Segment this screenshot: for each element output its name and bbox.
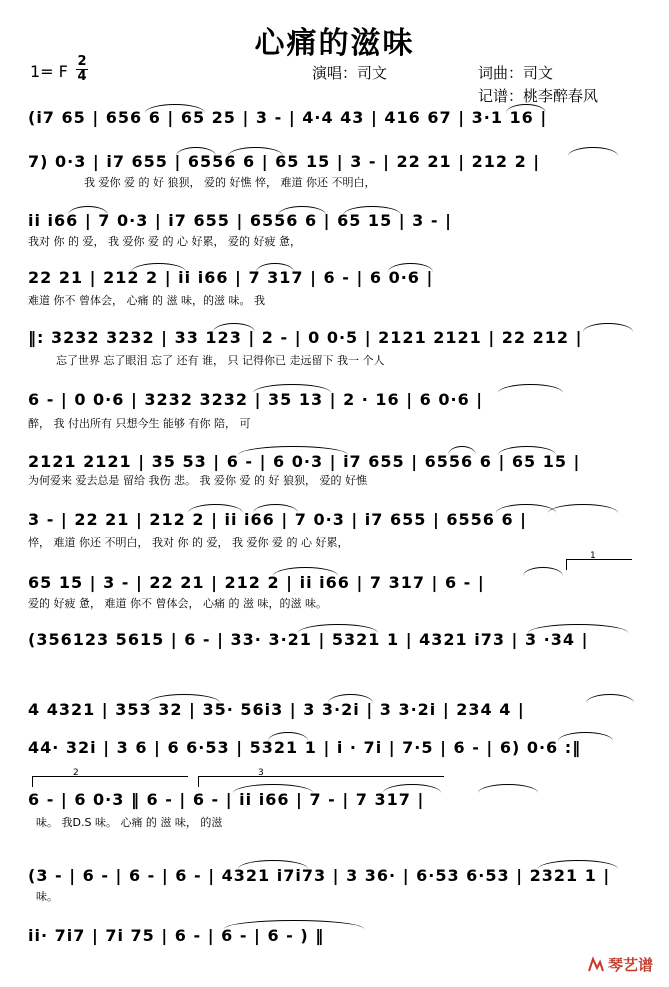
volta-number-1: 1 [590,551,596,561]
score-notes-6: 6 - | 0 0·6 | 3232 3232 | 35 13 | 2 · 16 | 6 0·6 | [28,390,484,409]
lyrics-line-13: 味。 我D.S 味。 心痛 的 滋 味， 的滋 [36,816,223,829]
score-notes-15: ii· 7i7 | 7i 75 | 6 - | 6 - | 6 - ) ‖ [28,926,325,945]
slur [523,567,563,576]
slur [68,206,108,215]
time-signature-top: 2 [77,54,87,69]
slur [586,694,634,703]
score-line-11 [28,700,640,720]
song-title: 心痛的滋味 [254,26,415,61]
brand-logo [587,954,653,975]
score-line-2 [28,152,640,189]
transcriber-credit: 记谱：桃李醉春风 [478,87,599,105]
slur [388,263,433,272]
slur [568,147,618,156]
lyrics-line-4: 难道 你不 曾体会， 心痛 的 滋 味，的滋 味。 我 [28,294,265,307]
score-notes-7: 2121 2121 | 35 53 | 6 - | 6 0·3 | i7 655 | 6556 6 | 65 15 | [28,452,581,471]
slur [188,504,243,513]
volta-bracket-2 [32,776,188,787]
lyrics-line-14: 味。 [36,890,58,903]
slur [253,384,331,393]
score-line-12 [28,738,640,758]
score-notes-2: 7) 0·3 | i7 655 | 6556 6 | 65 15 | 3 - | 22 21 | 212 2 | [28,152,541,171]
slur [131,263,186,272]
slur [343,206,401,215]
slur [253,504,298,513]
slur [145,104,205,113]
slur [528,624,628,633]
slur [176,147,216,156]
time-signature [76,55,88,84]
score-notes-12: 44· 32i | 3 6 | 6 6·53 | 5321 1 | i · 7i | 7·5 | 6 - | 6) 0·6 :‖ [28,738,582,757]
slur [148,694,220,703]
score-line-7 [28,452,640,487]
slur [278,206,326,215]
slur [268,732,308,741]
slur [298,624,378,633]
score-line-15 [28,926,640,946]
slur [256,263,294,272]
slur [558,732,613,741]
score-notes-5: ‖: 3232 3232 | 33 123 | 2 - | 0 0·5 | 2121 2121 | 22 212 | [28,328,583,347]
slur [238,860,308,869]
slur [238,446,348,455]
slur [213,323,255,332]
lyrics-line-9: 爱的 好疲 惫， 难道 你不 曾体会， 心痛 的 滋 味，的滋 味。 [28,597,327,610]
score-line-10 [28,630,640,650]
slur [328,694,373,703]
score-line-5 [28,328,640,367]
score-line-1 [28,108,640,128]
score-notes-14: (3 - | 6 - | 6 - | 6 - | 4321 i7i73 | 3 36· | 6·53 6·53 | 2321 1 | [28,866,611,885]
key-signature: 1= F [30,62,68,81]
lyrics-line-6: 醉， 我 付出所有 只想今生 能够 有你 陪， 可 [28,417,251,430]
slur [498,384,563,393]
slur [548,504,618,513]
slur [583,323,633,332]
slur [448,446,476,455]
score-notes-8: 3 - | 22 21 | 212 2 | ii i66 | 7 0·3 | i7 655 | 6556 6 | [28,510,528,529]
score-line-14 [28,866,640,903]
score-notes-13: 6 - | 6 0·3 ‖ 6 - | 6 - | ii i66 | 7 - | 7 317 | [28,790,425,809]
slur [498,446,556,455]
volta-number-2: 2 [73,768,79,778]
lyrics-line-3: 我对 你 的 爱， 我 爱你 爱 的 心 好累， 爱的 好疲 惫， [28,235,301,248]
slur [538,860,618,869]
lyrics-line-8: 悴， 难道 你还 不明白， 我对 你 的 爱， 我 爱你 爱 的 心 好累， [28,536,349,549]
score-notes-9: 65 15 | 3 - | 22 21 | 212 2 | ii i66 | 7 317 | 6 - | [28,573,485,592]
brand-logo-text: 琴艺谱 [607,956,653,974]
slur [273,567,338,576]
score-line-9 [28,551,640,610]
brand-logo-icon [587,956,605,974]
lyrics-line-2: 我 爱你 爱 的 好 狼狈， 爱的 好憔 悴， 难道 你还 不明白， [84,176,376,189]
score-line-6 [28,390,640,430]
score-line-8 [28,510,640,549]
score-notes-10: (356123 5615 | 6 - | 33· 3·21 | 5321 1 | 4321 i73 | 3 ·34 | [28,630,589,649]
slur [496,504,556,513]
time-signature-bottom: 4 [77,69,87,84]
slur [228,147,283,156]
volta-number-3: 3 [258,768,264,778]
score-notes-11: 4 4321 | 353 32 | 35· 56i3 | 3 3·2i | 3 3·2i | 234 4 | [28,700,525,719]
singer-credit: 演唱：司文 [312,64,388,82]
score-line-13 [28,768,640,829]
score-notes-3: ii i66 | 7 0·3 | i7 655 | 6556 6 | 65 15 | 3 - | [28,211,452,230]
writer-credit: 词曲：司文 [478,64,554,82]
score-notes-4: 22 21 | 212 2 | ii i66 | 7 317 | 6 - | 6 0·6 | [28,268,434,287]
slur [224,920,364,929]
score-line-3 [28,211,640,248]
lyrics-line-5: 忘了世界 忘了眼泪 忘了 还有 谁， 只 记得你已 走远留下 我一 个人 [56,354,385,367]
volta-bracket-1 [566,559,632,570]
score-line-4 [28,268,640,307]
score-notes-1: (i7 65 | 656 6 | 65 25 | 3 - | 4·4 43 | 416 67 | 3·1 16 | [28,108,548,127]
slur [478,784,538,793]
lyrics-line-7: 为何爱来 爱去总是 留给 我伤 悲。 我 爱你 爱 的 好 狼狈， 爱的 好憔 [28,474,367,487]
